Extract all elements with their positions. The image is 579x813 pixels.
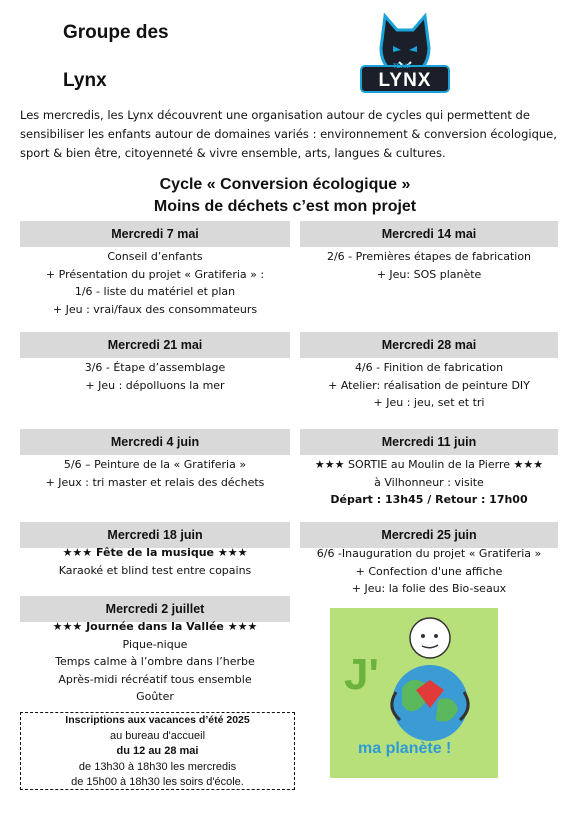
session-date-header: Mercredi 14 mai (300, 221, 558, 247)
page-title-line1: Groupe des (63, 22, 169, 43)
session-content (20, 618, 290, 706)
session-line: Après-midi récréatif tous ensemble (58, 672, 252, 686)
planet-j-text: J' (344, 650, 379, 699)
session-line: 1/6 - liste du matériel et plan (74, 285, 236, 298)
session-content (300, 248, 558, 283)
session-line: + Jeu : dépolluons la mer (85, 378, 225, 392)
session-date-header: Mercredi 25 juin (300, 522, 558, 548)
session-content (20, 544, 290, 579)
session-line: ★★★ Journée dans la Vallée ★★★ (52, 620, 258, 633)
session-content (20, 248, 290, 318)
session-date-header: Mercredi 18 juin (20, 522, 290, 548)
session-line: Karaoké et blind test entre copains (58, 563, 252, 577)
session-line: + Atelier: réalisation de peinture DIY (328, 378, 530, 392)
session-line: 4/6 - Finition de fabrication (354, 361, 504, 374)
session-content (20, 456, 290, 491)
session-date-header: Mercredi 21 mai (20, 332, 290, 358)
session-line: Goûter (136, 690, 174, 703)
session-line: Conseil d’enfants (107, 250, 203, 263)
inscriptions-line: de 15h00 à 18h30 les soirs d'école. (71, 776, 244, 788)
session-date-header: Mercredi 11 juin (300, 429, 558, 455)
inscriptions-title: Inscriptions aux vacances d’été 2025 (65, 714, 250, 726)
session-line: ★★★ SORTIE au Moulin de la Pierre ★★★ (314, 458, 544, 471)
session-date-header: Mercredi 7 mai (20, 221, 290, 247)
session-line: + Jeu : vrai/faux des consommateurs (52, 302, 258, 316)
session-line: Pique-nique (122, 637, 188, 651)
j-aime-ma-planete-illustration (330, 608, 498, 778)
cycle-title: Cycle « Conversion écologique » (159, 176, 411, 193)
planet-tagline: ma planète ! (358, 740, 452, 757)
session-line: Temps calme à l’ombre dans l’herbe (55, 655, 255, 668)
session-line: 3/6 - Étape d’assemblage (84, 361, 226, 374)
cycle-subtitle: Moins de déchets c’est mon projet (153, 198, 417, 215)
session-date-header: Mercredi 2 juillet (20, 596, 290, 622)
page-title-line2: Lynx (63, 70, 107, 91)
team-lynx-logo (355, 8, 455, 98)
session-content (20, 359, 290, 394)
session-content (300, 456, 558, 509)
session-line: + Jeu: SOS planète (376, 267, 482, 281)
inscriptions-line: de 13h30 à 18h30 les mercredis (78, 760, 237, 773)
session-date-header: Mercredi 28 mai (300, 332, 558, 358)
session-line: + Confection d'une affiche (355, 564, 503, 578)
session-line: + Jeux : tri master et relais des déchets (45, 475, 265, 489)
session-content (300, 359, 558, 412)
intro-paragraph: Les mercredis, les Lynx découvrent une organisation autour de cycles qui permettent de sensibiliser les enfants autour de domaines variés : environnement & conversion écologique, sport & bien être, citoyenneté & vivre ensemble, arts, langues & cultures. (20, 108, 557, 160)
session-line: à Vilhonneur : visite (374, 475, 484, 489)
session-line: 6/6 -Inauguration du projet « Gratiferia » (316, 547, 542, 560)
inscriptions-dates: du 12 au 28 mai (116, 745, 199, 757)
inscriptions-box (20, 712, 295, 790)
session-date-header: Mercredi 4 juin (20, 429, 290, 455)
session-line: + Présentation du projet « Gratiferia » : (45, 267, 265, 281)
session-line: ★★★ Fête de la musique ★★★ (62, 546, 248, 559)
session-content (300, 545, 558, 598)
session-line: + Jeu: la folie des Bio-seaux (351, 582, 507, 595)
session-line: Départ : 13h45 / Retour : 17h00 (330, 493, 528, 506)
session-line: 5/6 – Peinture de la « Gratiferia » (63, 458, 247, 471)
logo-team-text: TEAM (393, 64, 410, 70)
logo-lynx-text: LYNX (378, 70, 432, 91)
inscriptions-line: au bureau d'accueil (109, 729, 206, 742)
session-line: 2/6 - Premières étapes de fabrication (326, 250, 532, 263)
session-line: + Jeu : jeu, set et tri (373, 396, 485, 409)
